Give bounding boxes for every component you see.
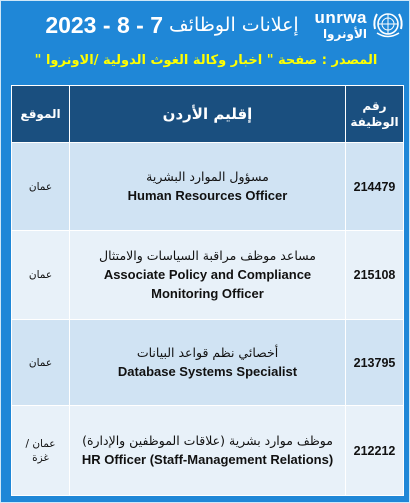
unrwa-logo bbox=[309, 5, 405, 43]
header-location: الموقع bbox=[12, 86, 70, 143]
logo-text bbox=[314, 9, 367, 40]
job-title-cell bbox=[70, 320, 346, 406]
job-location-cell bbox=[12, 406, 70, 496]
location-line: عمان bbox=[28, 269, 53, 281]
table-row bbox=[12, 231, 404, 320]
header-region: إقليم الأردن bbox=[70, 86, 346, 143]
location-line: عمان bbox=[28, 356, 53, 369]
location-line: غزة bbox=[32, 451, 49, 464]
job-title-english: Database Systems Specialist bbox=[117, 364, 298, 379]
header bbox=[1, 1, 410, 81]
location-line: عمان bbox=[28, 180, 53, 193]
job-title-arabic: مساعد موظف مراقبة السياسات والامتثال bbox=[99, 248, 316, 263]
job-title-english: Associate Policy and Compliance Monitoring Officer bbox=[103, 267, 312, 301]
job-id-cell: 212212 bbox=[346, 406, 404, 496]
page-title bbox=[27, 11, 317, 39]
job-id-cell: 214479 bbox=[346, 143, 404, 231]
job-title-cell bbox=[70, 406, 346, 496]
logo-latin: unrwa bbox=[314, 7, 367, 27]
source-line: المصدر : صفحة " اخبار وكالة الغوث الدولية /الاونروا " bbox=[34, 53, 378, 68]
table-row bbox=[12, 406, 404, 496]
job-title-arabic: أخصائي نظم قواعد البيانات bbox=[136, 345, 279, 360]
job-title-english: HR Officer (Staff-Management Relations) bbox=[81, 452, 334, 467]
jobs-table bbox=[11, 85, 404, 496]
location-line: عمان / bbox=[25, 437, 56, 450]
job-id-cell: 213795 bbox=[346, 320, 404, 406]
job-title-arabic: مسؤول الموارد البشرية bbox=[146, 169, 269, 184]
un-emblem-icon bbox=[371, 7, 405, 41]
job-title-cell bbox=[70, 231, 346, 320]
header-job-id: رقم الوظيفة bbox=[346, 86, 404, 143]
table-row bbox=[12, 320, 404, 406]
job-id-cell: 215108 bbox=[346, 231, 404, 320]
job-title-cell bbox=[70, 143, 346, 231]
job-title-english: Human Resources Officer bbox=[127, 188, 288, 203]
job-location-cell bbox=[12, 231, 70, 320]
title-label: إعلانات الوظائف bbox=[168, 14, 299, 36]
job-location-cell bbox=[12, 320, 70, 406]
job-title-arabic: موظف موارد بشرية (علاقات الموظفين والإدارة) bbox=[82, 433, 333, 448]
table-row bbox=[12, 143, 404, 231]
table-header-row bbox=[12, 86, 404, 143]
job-location-cell bbox=[12, 143, 70, 231]
title-date: 7 - 8 - 2023 bbox=[45, 11, 163, 38]
logo-arabic: الأونروا bbox=[322, 26, 367, 41]
